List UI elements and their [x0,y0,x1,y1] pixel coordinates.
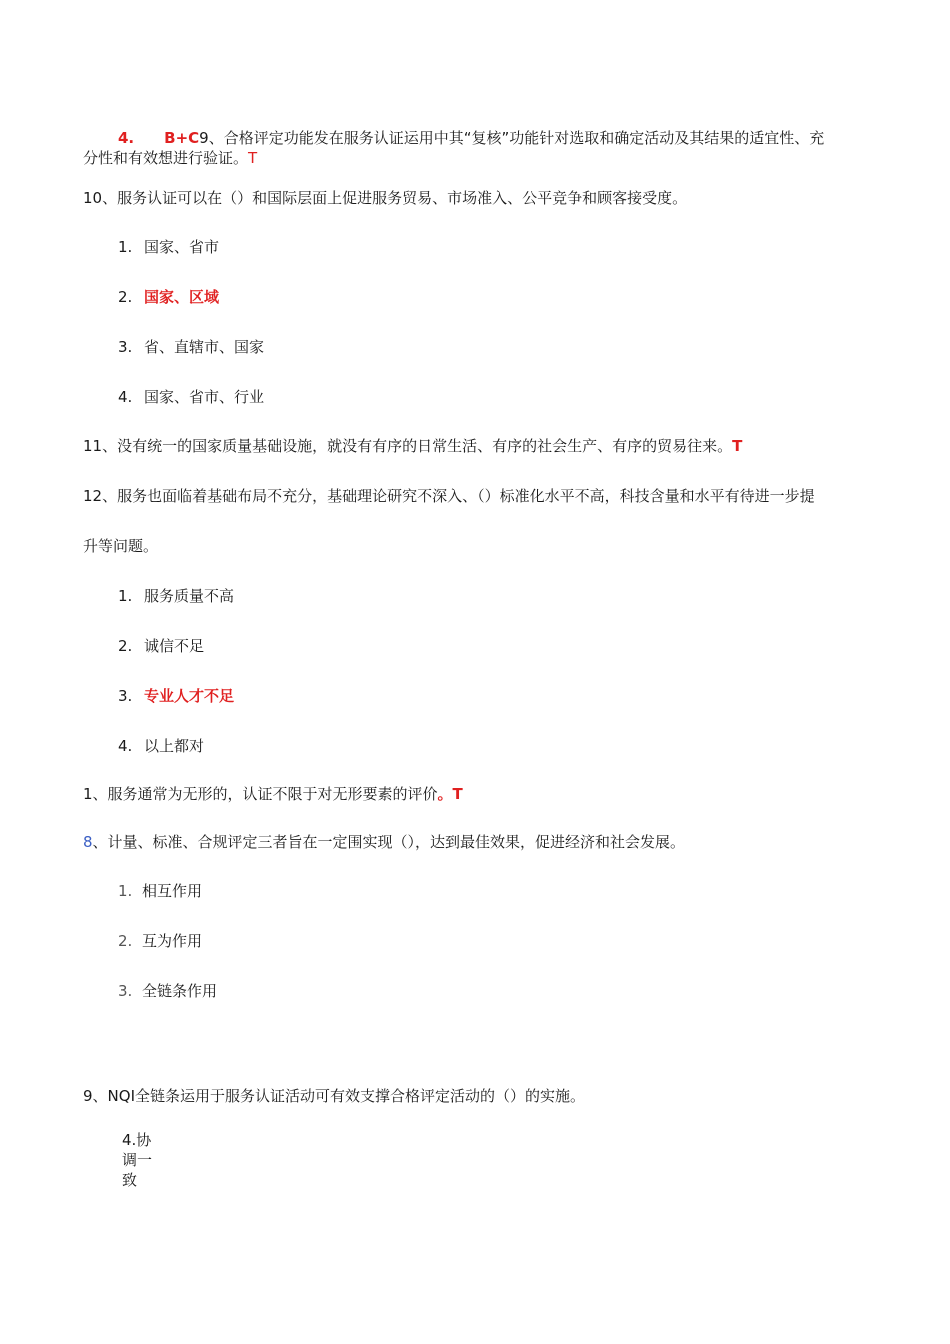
q12-option-1: 1. 服务质量不高 [118,587,235,605]
question-number: 8 [83,833,93,851]
question-12: 12、服务也面临着基础布局不充分，基础理论研究不深入、（）标准化水平不高，科技含量和水平有待进一步提 [83,487,815,505]
question-10: 10、服务认证可以在（）和国际层面上促进服务贸易、市场准入、公平竞争和顾客接受度。 [83,189,688,207]
q9-option-4: 4.协调一致 [122,1131,153,1189]
item-number: 4. [118,129,135,147]
question-text-cont: 分性和有效想进行验证。 [83,149,249,167]
question-1: 1、服务通常为无形的，认证不限于对无形要素的评价。T [83,785,463,803]
question-text: 9、合格评定功能发在服务认证运用中其“复核”功能针对选取和确定活动及其结果的适宜性、充 [199,129,825,147]
answer-true: T [732,437,743,455]
question-11: 11、没有统一的国家质量基础设施，就没有有序的日常生活、有序的社会生产、有序的贸易往来。T [83,437,743,455]
answer-true: 。T [437,785,463,803]
q8-option-3: 3. 全链条作用 [118,982,218,1000]
q8-option-2: 2. 互为作用 [118,932,203,950]
question-9: 9、NQI全链条运用于服务认证活动可有效支撑合格评定活动的（）的实施。 [83,1087,585,1105]
q10-option-2: 2. 国家、区域 [118,288,220,306]
question-9-first-cont [83,148,257,168]
correct-answer: 专业人才不足 [144,687,235,705]
question-12-cont: 升等问题。 [83,537,159,555]
q8-option-1: 1. 相互作用 [118,882,203,900]
correct-answer: 国家、区域 [144,288,220,306]
q10-option-4: 4. 国家、省市、行业 [118,388,265,406]
q10-option-3: 3. 省、直辖市、国家 [118,338,265,356]
q12-option-3: 3. 专业人才不足 [118,687,235,705]
q12-option-4: 4. 以上都对 [118,737,205,755]
answer-true: T [248,149,258,167]
question-8: 8、计量、标准、合规评定三者旨在一定围实现（），达到最佳效果，促进经济和社会发展。 [83,833,686,851]
question-9-first [118,128,824,148]
q10-option-1: 1. 国家、省市 [118,238,220,256]
q12-option-2: 2. 诚信不足 [118,637,205,655]
answer-label: B+C [164,129,200,147]
